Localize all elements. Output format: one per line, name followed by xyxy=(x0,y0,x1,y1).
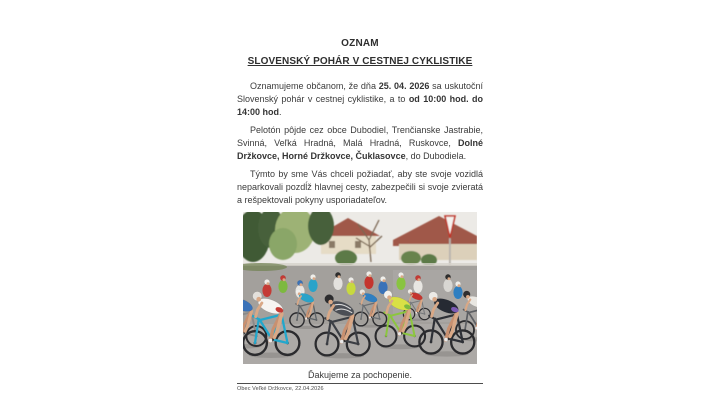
willow-tree xyxy=(269,228,297,260)
house-window xyxy=(355,241,361,248)
cycling-photo-illustration xyxy=(243,212,477,364)
closing-line: Ďakujeme za pochopenie. xyxy=(307,370,413,380)
page-title: OZNAM xyxy=(341,38,379,49)
page-subtitle: SLOVENSKÝ POHÁR V CESTNEJ CYKLISTIKE xyxy=(247,56,473,67)
footer-note: Obec Veľké Držkovce, 22.04.2026 xyxy=(237,386,324,392)
paragraph: Pelotón pôjde cez obce Dubodiel, Trenčianske Jastrabie, Svinná, Veľká Hradná, Malá Hradná, Ruskovce, Dolné Držkovce, Horné Držkovce, Čuklasovce, do Dubodiela. xyxy=(237,125,483,161)
paragraph: Oznamujeme občanom, že dňa 25. 04. 2026 sa uskutoční Slovenský pohár v cestnej cyklistike, a to od 10:00 hod. do 14:00 hod. xyxy=(237,81,484,117)
announcement-document xyxy=(237,0,483,393)
bush xyxy=(401,251,421,265)
house-window xyxy=(329,241,335,248)
paragraph: Týmto by sme Vás chceli požiadať, aby ste svoje vozidlá neparkovali pozdĺž hlavnej cesty, zabezpečili si svoje zvieratá a rešpektovali pokyny usporiadateľov. xyxy=(237,169,483,205)
body-paragraphs xyxy=(237,80,483,207)
footer-divider xyxy=(237,383,483,384)
cycling-race-photo xyxy=(243,212,477,364)
